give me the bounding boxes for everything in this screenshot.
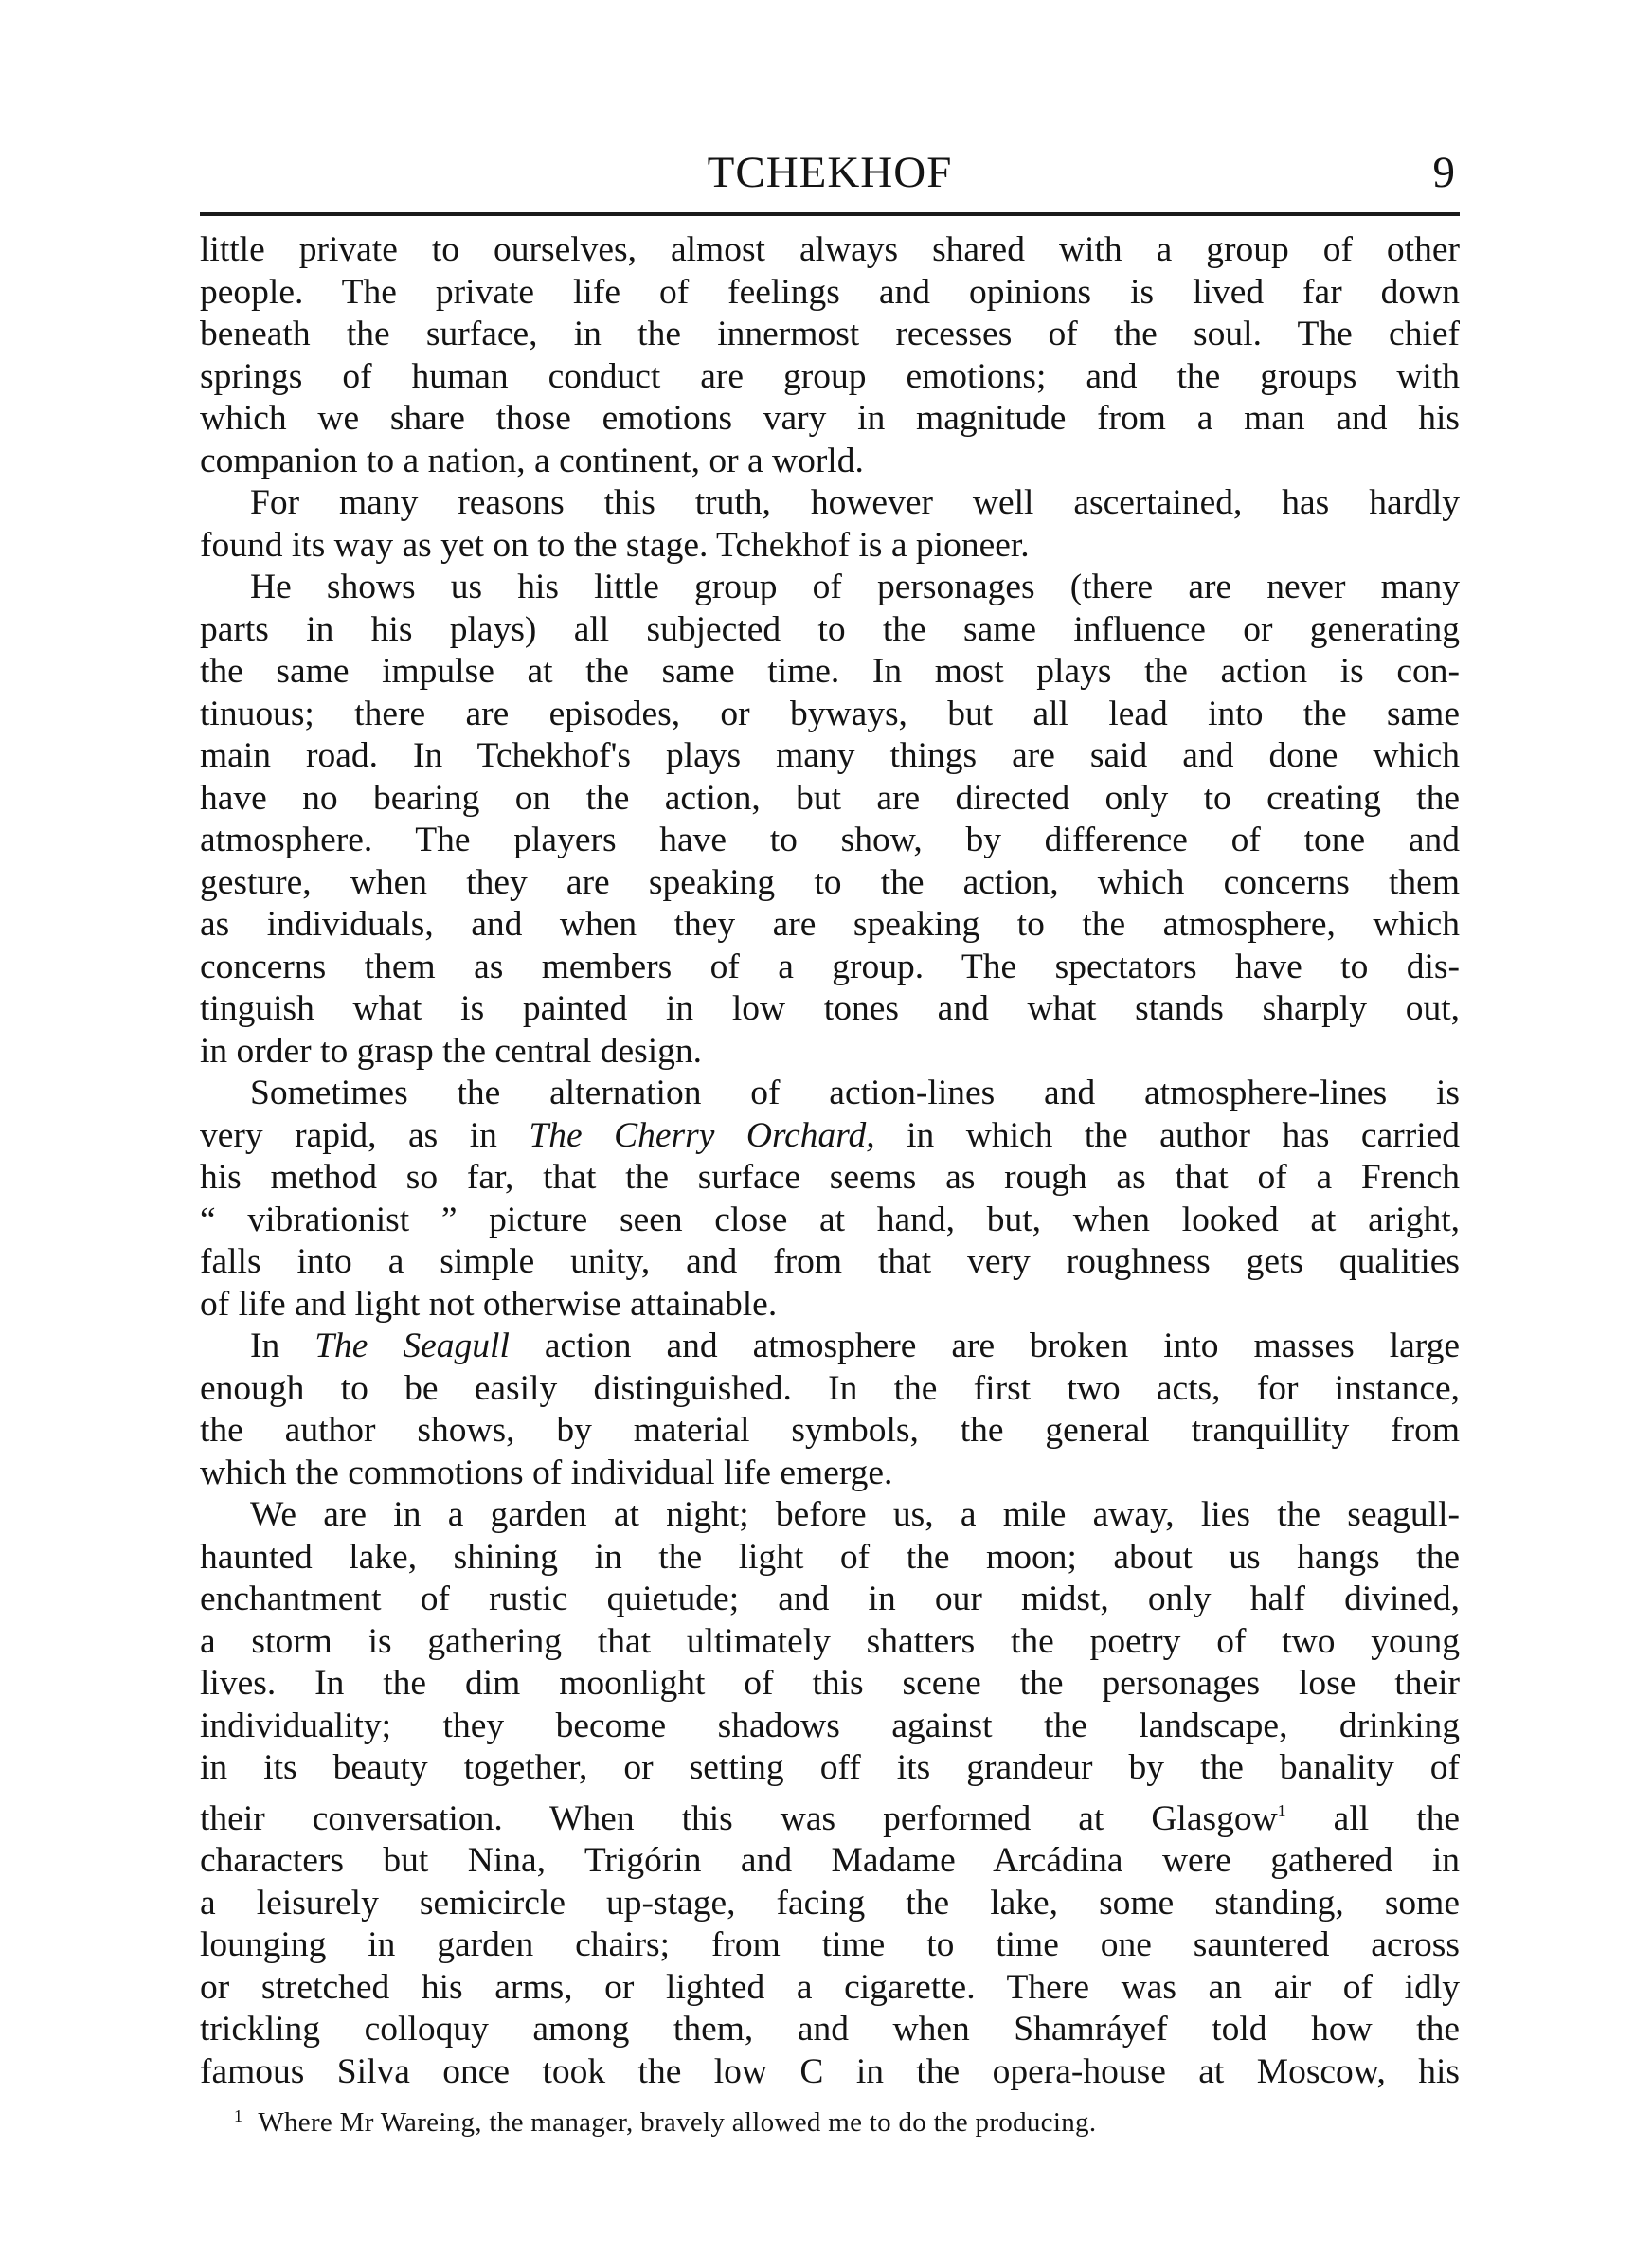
text-line: Sometimes the alternation of action-lines and atmosphere-lines is <box>250 1074 1460 1112</box>
text-run: all the <box>1285 1798 1460 1838</box>
paragraph-6 <box>200 1494 1460 2093</box>
running-head <box>200 142 1460 203</box>
text-line: his method so far, that the surface seems as rough as that of a French <box>200 1158 1460 1197</box>
text-line: in its beauty together, or setting off its grandeur by the banality of <box>200 1748 1460 1787</box>
text-line: enough to be easily distinguished. In the first two acts, for instance, <box>200 1368 1460 1408</box>
text-line: haunted lake, shining in the light of the moon; about us hangs the <box>200 1537 1460 1577</box>
text-line: atmosphere. The players have to show, by difference of tone and <box>200 821 1460 859</box>
text-line: in order to grasp the central design. <box>200 1031 703 1071</box>
text-line: which we share those emotions vary in magnitude from a man and his <box>200 399 1460 438</box>
text-line: trickling colloquy among them, and when Shamráyef told how the <box>200 2010 1460 2049</box>
text-line <box>200 1115 1460 1158</box>
book-page <box>200 142 1460 2140</box>
paragraph-5 <box>200 1326 1460 1494</box>
text-run: In <box>250 1327 315 1365</box>
text-line: tinguish what is painted in low tones and what stands sharply out, <box>200 989 1460 1028</box>
running-title: TCHEKHOF <box>707 148 953 197</box>
text-line: springs of human conduct are group emotions; and the groups with <box>200 356 1460 396</box>
text-line: as individuals, and when they are speaking to the atmosphere, which <box>200 905 1460 944</box>
text-line: which the commotions of individual life emerge. <box>200 1453 893 1492</box>
paragraph-2 <box>200 482 1460 567</box>
footnote-text: Where Mr Wareing, the manager, bravely allowed me to do the producing. <box>258 2107 1097 2138</box>
text-line <box>200 1326 1460 1368</box>
text-line: We are in a garden at night; before us, a mile away, lies the seagull- <box>250 1495 1460 1534</box>
text-line: little private to ourselves, almost always shared with a group of other <box>200 230 1460 269</box>
text-line: beneath the surface, in the innermost recesses of the soul. The chief <box>200 315 1460 353</box>
text-line: For many reasons this truth, however well ascertained, has hardly <box>250 483 1460 522</box>
text-run: their conversation. When this was performed at Glasgow <box>200 1798 1278 1838</box>
text-line: the same impulse at the same time. In most plays the action is con- <box>200 652 1460 691</box>
text-line: lives. In the dim moonlight of this scene the personages lose their <box>200 1664 1460 1703</box>
header-rule <box>200 212 1460 216</box>
text-line: a leisurely semicircle up-stage, facing the lake, some standing, some <box>200 1883 1460 1923</box>
text-line: individuality; they become shadows against the landscape, drinking <box>200 1706 1460 1745</box>
play-title-cherry-orchard: The Cherry Orchard, <box>529 1115 875 1155</box>
text-line: people. The private life of feelings and opinions is lived far down <box>200 272 1460 312</box>
text-line: falls into a simple unity, and from that very roughness gets qualities <box>200 1242 1460 1281</box>
text-line: main road. In Tchekhof's plays many things are said and done which <box>200 736 1460 775</box>
text-line: “ vibrationist ” picture seen close at hand, but, when looked at aright, <box>200 1200 1460 1239</box>
text-line: parts in his plays) all subjected to the same influence or generating <box>200 609 1460 649</box>
text-line: characters but Nina, Trigórin and Madame Arcádina were gathered in <box>200 1841 1460 1880</box>
text-run: very rapid, as in <box>200 1115 530 1155</box>
footnote-mark: 1 <box>234 2106 243 2125</box>
text-line: have no bearing on the action, but are directed only to creating the <box>200 778 1460 818</box>
text-line: the author shows, by material symbols, the general tranquillity from <box>200 1411 1460 1450</box>
text-run: action and atmosphere are broken into masses large <box>509 1327 1460 1365</box>
page-number: 9 <box>1432 148 1456 197</box>
text-line <box>200 1790 1460 1841</box>
text-line: He shows us his little group of personages (there are never many <box>250 568 1460 606</box>
paragraph-3 <box>200 567 1460 1073</box>
text-line: companion to a nation, a continent, or a world. <box>200 441 864 480</box>
text-line: of life and light not otherwise attainable. <box>200 1284 778 1324</box>
text-line: concerns them as members of a group. The spectators have to dis- <box>200 947 1460 986</box>
text-line: a storm is gathering that ultimately shatters the poetry of two young <box>200 1621 1460 1661</box>
text-line: tinuous; there are episodes, or byways, but all lead into the same <box>200 694 1460 733</box>
text-line: gesture, when they are speaking to the action, which concerns them <box>200 862 1460 902</box>
paragraph-1 <box>200 229 1460 482</box>
text-line: famous Silva once took the low C in the opera-house at Moscow, his <box>200 2051 1460 2091</box>
text-line: lounging in garden chairs; from time to time one sauntered across <box>200 1925 1460 1964</box>
text-run: in which the author has carried <box>874 1115 1461 1155</box>
body-text <box>200 229 1460 2093</box>
footnote-reference[interactable]: 1 <box>1277 1800 1286 1820</box>
footnote <box>200 2099 1460 2140</box>
play-title-seagull: The Seagull <box>314 1327 510 1365</box>
text-line: found its way as yet on to the stage. Tchekhof is a pioneer. <box>200 525 1030 565</box>
text-line: enchantment of rustic quietude; and in our midst, only half divined, <box>200 1580 1460 1618</box>
paragraph-4 <box>200 1073 1460 1326</box>
text-line: or stretched his arms, or lighted a cigarette. There was an air of idly <box>200 1967 1460 2007</box>
